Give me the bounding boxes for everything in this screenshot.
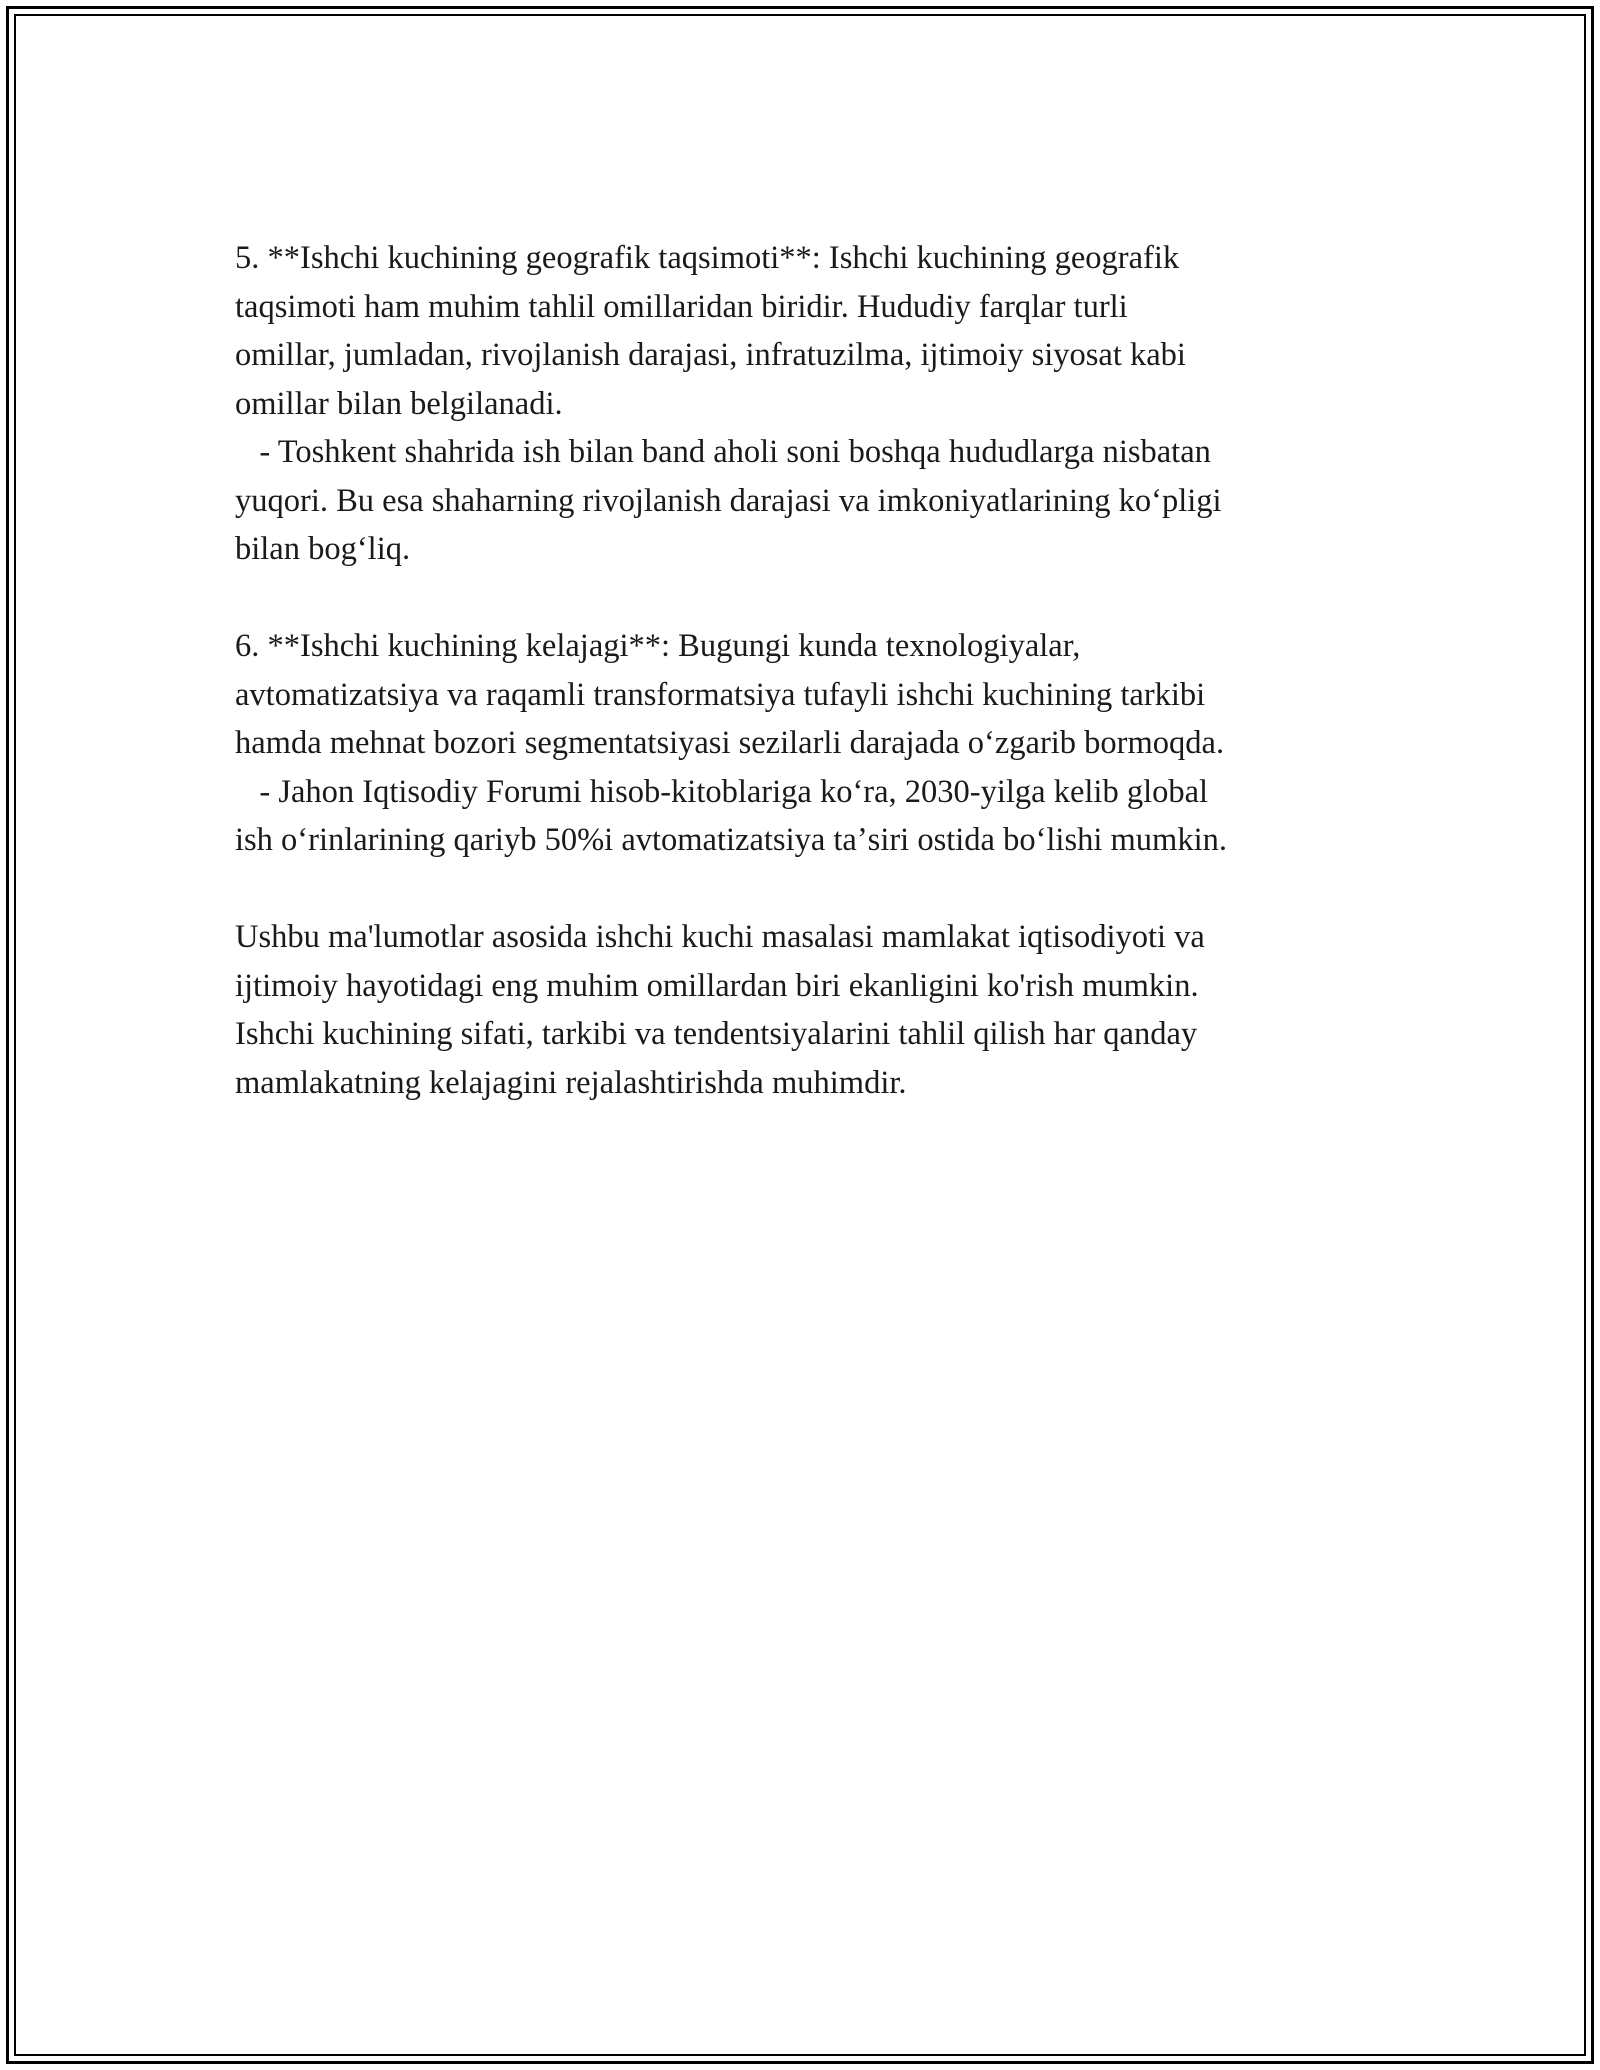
text-line: 5. **Ishchi kuchining geografik taqsimoti**: Ishchi kuchining geografik [235, 240, 1180, 276]
paragraph-gap [235, 865, 1365, 914]
text-line: omillar, jumladan, rivojlanish darajasi, infratuzilma, ijtimoiy siyosat kabi [235, 337, 1186, 373]
section-future-of-workforce [235, 622, 1365, 865]
text-line: yuqori. Bu esa shaharning rivojlanish darajasi va imkoniyatlarining koʻpligi [235, 482, 1222, 519]
document-body [235, 234, 1365, 1107]
text-line: - Jahon Iqtisodiy Forumi hisob-kitoblariga koʻra, 2030-yilga kelib global [235, 773, 1209, 810]
text-line: mamlakatning kelajagini rejalashtirishda muhimdir. [235, 1064, 907, 1101]
text-line: omillar bilan belgilanadi. [235, 385, 563, 422]
text-line: avtomatizatsiya va raqamli transformatsiya tufayli ishchi kuchining tarkibi [235, 676, 1206, 713]
text-line: - Toshkent shahrida ish bilan band aholi soni boshqa hududlarga nisbatan [235, 434, 1211, 470]
text-line: Ishchi kuchining sifati, tarkibi va tendentsiyalarini tahlil qilish har qanday [235, 1016, 1198, 1052]
text-line: Ushbu ma'lumotlar asosida ishchi kuchi masalasi mamlakat iqtisodiyoti va [235, 919, 1205, 955]
text-line: bilan bogʻliq. [235, 531, 411, 567]
text-line: taqsimoti ham muhim tahlil omillaridan biridir. Hududiy farqlar turli [235, 288, 1128, 325]
text-line: ish oʻrinlarining qariyb 50%i avtomatizatsiya taʼsiri ostida boʻlishi mumkin. [235, 822, 1227, 858]
section-geographic-distribution [235, 234, 1365, 574]
text-line: hamda mehnat bozori segmentatsiyasi sezilarli darajada oʻzgarib bormoqda. [235, 725, 1225, 761]
paragraph-gap [235, 574, 1365, 623]
text-line: ijtimoiy hayotidagi eng muhim omillardan biri ekanligini ko'rish mumkin. [235, 967, 1199, 1004]
section-conclusion [235, 913, 1365, 1107]
text-line: 6. **Ishchi kuchining kelajagi**: Bugungi kunda texnologiyalar, [235, 628, 1081, 664]
